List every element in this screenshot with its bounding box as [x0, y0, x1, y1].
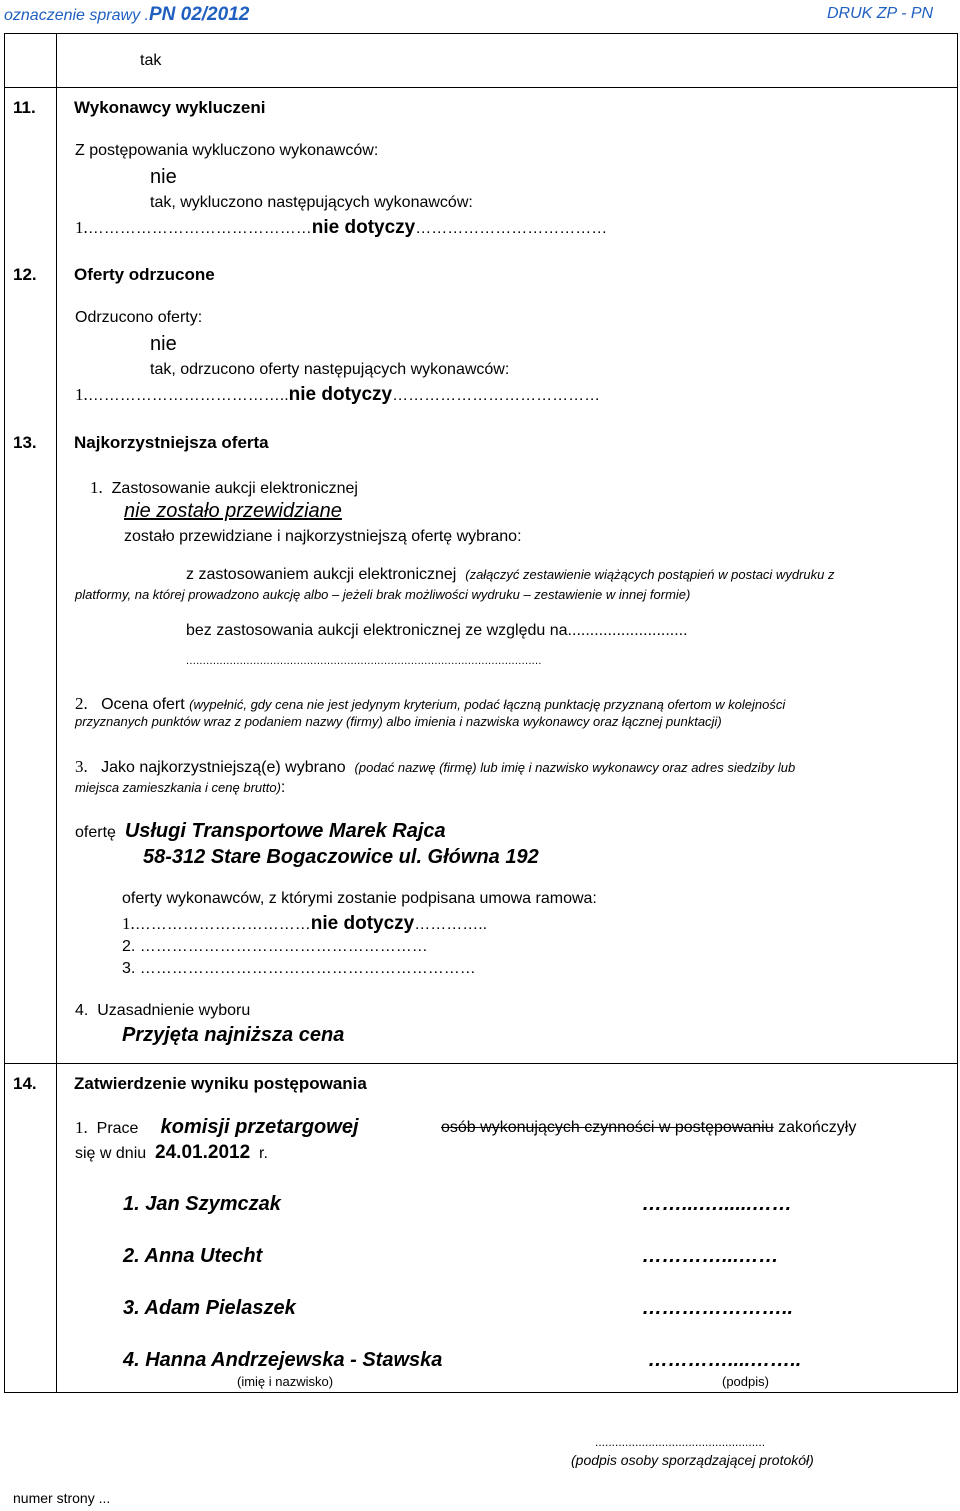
point-title: Ocena ofert: [101, 696, 185, 713]
auction-with-label: z zastosowaniem aukcji elektronicznej: [186, 566, 457, 583]
auction-option-yes: zostało przewidziane i najkorzystniejszą ofertę wybrano:: [124, 528, 522, 545]
section-12-item: [75, 384, 600, 406]
framework-item-2: 2. ………………………………………………: [122, 938, 428, 955]
item-dots: …………………………………: [392, 387, 601, 404]
section-11-option-no: nie: [150, 166, 177, 188]
member-name: 1. Jan Szymczak: [123, 1193, 281, 1215]
year-suffix: r.: [259, 1145, 268, 1162]
section-12-number: 12.: [13, 265, 37, 284]
point-3-heading: [75, 757, 795, 777]
auction-with: [186, 566, 834, 584]
point-number: 4.: [75, 1002, 89, 1019]
item-dots: ……………………………………: [87, 220, 312, 237]
signature-caption: (podpis): [722, 1374, 769, 1389]
number-column-divider: [56, 33, 57, 1393]
form-name: DRUK ZP - PN: [827, 5, 934, 22]
section-11-option-yes: tak, wykluczono następujących wykonawców:: [150, 194, 473, 211]
framework-item-3: 3. ………………………………………………………: [122, 960, 476, 977]
page-number: numer strony ...: [13, 1490, 111, 1506]
auction-with-note: (załączyć zestawienie wiążących postąpień w postaci wydruku z: [465, 567, 835, 582]
committee-name: komisji przetargowej: [160, 1116, 359, 1138]
offer-address: 58-312 Stare Bogaczowice ul. Główna 192: [143, 846, 539, 868]
member-name: 2. Anna Utecht: [123, 1245, 263, 1267]
top-tak: tak: [140, 52, 162, 69]
preparer-signature-dots: ...................................................: [595, 1435, 766, 1449]
section-12-option-yes: tak, odrzucono oferty następujących wykonawców:: [150, 361, 510, 378]
point-title: Jako najkorzystniejszą(e) wybrano: [101, 759, 346, 776]
auction-with-note-continued: platformy, na której prowadzono aukcję albo – jeżeli brak możliwości wydruku – zestawienie w innej formie): [75, 587, 691, 602]
auction-without-dots: ..........................................................................................................: [186, 655, 542, 667]
point-number: 1.: [90, 478, 103, 497]
completion-text: się w dniu: [75, 1145, 147, 1162]
section-14-number: 14.: [13, 1074, 37, 1093]
point-number: 3.: [75, 757, 88, 776]
member-name: 3. Adam Pielaszek: [123, 1297, 296, 1319]
section-12-option-no: nie: [150, 333, 177, 355]
item-dots: ………………………………..: [87, 387, 289, 404]
point-1-heading: [90, 478, 358, 498]
point-title: Zastosowanie aukcji elektronicznej: [111, 480, 358, 497]
section-12-title: Oferty odrzucone: [74, 265, 215, 284]
member-name: 4. Hanna Andrzejewska - Stawska: [123, 1349, 443, 1371]
divider: [4, 1063, 958, 1064]
completion-date: 24.01.2012: [155, 1142, 251, 1163]
item-value: nie dotyczy: [288, 384, 393, 405]
item-number: 1.: [75, 218, 88, 237]
point-2-heading: [75, 694, 785, 714]
colon: :: [280, 779, 286, 796]
point-title: Uzasadnienie wyboru: [97, 1002, 251, 1019]
item-value: nie dotyczy: [311, 217, 416, 238]
framework-label: oferty wykonawców, z którymi zostanie podpisana umowa ramowa:: [122, 890, 597, 907]
item-number: 1.: [75, 385, 88, 404]
point-note: (podać nazwę (firmę) lub imię i nazwisko wykonawcy oraz adres siedziby lub: [354, 760, 796, 775]
member-signature: …………………..: [642, 1297, 794, 1319]
framework-item-1: [122, 913, 487, 935]
point-note: miejsca zamieszkania i cenę brutto): [75, 780, 281, 795]
section-11-title: Wykonawcy wykluczeni: [74, 98, 266, 117]
completion-line-1-end: [441, 1119, 856, 1137]
selection-justification: Przyjęta najniższa cena: [122, 1024, 345, 1046]
section-13-number: 13.: [13, 433, 37, 452]
preparer-signature-caption: (podpis osoby sporządzającej protokół): [571, 1452, 814, 1468]
auction-without: bez zastosowania aukcji elektronicznej ze względu na...........................: [186, 622, 688, 639]
completion-line-2: [75, 1142, 268, 1164]
section-14-title: Zatwierdzenie wyniku postępowania: [74, 1074, 367, 1093]
selected-offer: [75, 820, 446, 843]
completion-line-1: [75, 1116, 359, 1139]
offer-name: Usługi Transportowe Marek Rajca: [124, 820, 446, 842]
item-value: nie dotyczy: [310, 913, 415, 934]
point-2-note-continued: przyznanych punktów wraz z podaniem nazwy (firmy) albo imienia i nazwiska wykonawcy oraz łącznej punktacji): [75, 714, 722, 729]
struck-option: osób wykonujących czynności w postępowaniu: [441, 1119, 774, 1136]
section-11-number: 11.: [13, 98, 36, 117]
point-note: (wypełnić, gdy cena nie jest jedynym kryterium, podać łączną punktację przyznaną ofertom w kolejności: [189, 697, 786, 712]
item-dots: …………..: [414, 916, 488, 933]
member-signature: …………....……..: [648, 1349, 802, 1371]
item-dots: ……………………………: [134, 916, 311, 933]
case-label: oznaczenie sprawy .: [4, 7, 149, 24]
case-reference: [4, 4, 249, 26]
divider: [4, 87, 958, 88]
auction-option-no: nie zostało przewidziane: [124, 500, 342, 522]
completion-text: zakończyły: [778, 1119, 857, 1136]
point-4-heading: [75, 1002, 250, 1020]
member-signature: ……...…......……: [642, 1193, 793, 1215]
member-signature: …………...……: [642, 1245, 779, 1267]
completion-text: Prace: [96, 1120, 139, 1137]
point-number: 2.: [75, 694, 88, 713]
point-3-note-continued: [75, 779, 285, 797]
point-number: 1.: [75, 1118, 88, 1137]
section-12-intro: Odrzucono oferty:: [75, 309, 203, 326]
case-number: PN 02/2012: [148, 4, 250, 25]
section-11-item: [75, 217, 607, 239]
name-caption: (imię i nazwisko): [237, 1374, 334, 1389]
offer-label: ofertę: [75, 824, 116, 841]
item-dots: ………………………………: [415, 220, 608, 237]
item-number: 1.: [122, 914, 135, 933]
section-13-title: Najkorzystniejsza oferta: [74, 433, 269, 452]
section-11-intro: Z postępowania wykluczono wykonawców:: [75, 142, 379, 159]
